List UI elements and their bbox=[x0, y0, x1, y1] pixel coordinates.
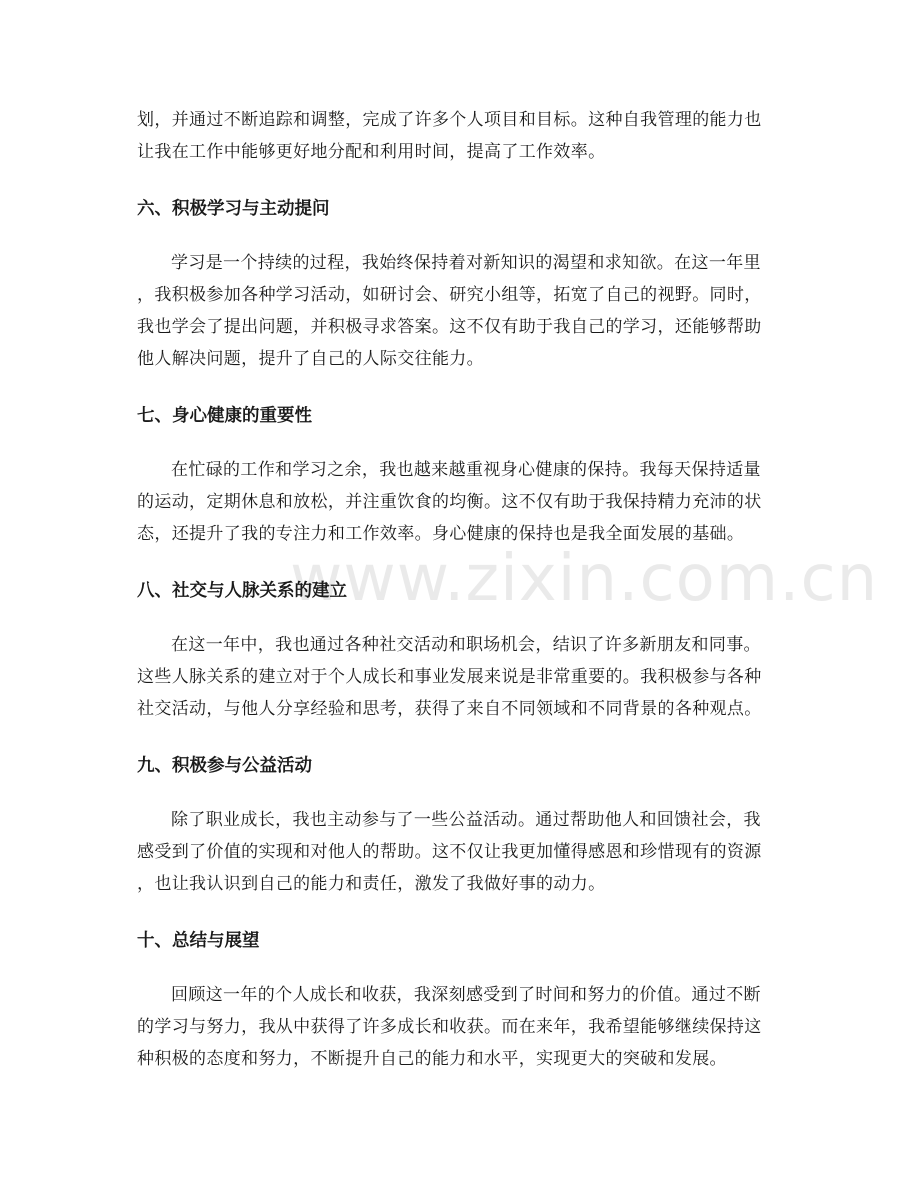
section-paragraph-7 bbox=[137, 454, 787, 550]
paragraph-line: 学习是一个持续的过程，我始终保持着对新知识的渴望和求知欲。在这一年里 bbox=[171, 253, 761, 273]
paragraph-line: 的运动，定期休息和放松，并注重饮食的均衡。这不仅有助于我保持精力充沛的状 bbox=[137, 492, 762, 512]
paragraph-line: 在这一年中，我也通过各种社交活动和职场机会，结识了许多新朋友和同事。 bbox=[171, 635, 761, 655]
section-paragraph-10 bbox=[137, 979, 787, 1075]
section-paragraph-6 bbox=[137, 247, 787, 375]
paragraph-line: 在忙碌的工作和学习之余，我也越来越重视身心健康的保持。我每天保持适量 bbox=[171, 460, 761, 480]
section-heading-9: 九、积极参与公益活动 bbox=[137, 756, 312, 776]
intro-paragraph bbox=[137, 104, 787, 168]
paragraph-line: 态，还提升了我的专注力和工作效率。身心健康的保持也是我全面发展的基础。 bbox=[137, 524, 745, 544]
paragraph-line: 的学习与努力，我从中获得了许多成长和收获。而在来年，我希望能够继续保持这 bbox=[137, 1017, 762, 1037]
section-heading-6: 六、积极学习与主动提问 bbox=[137, 199, 330, 219]
paragraph-line: 感受到了价值的实现和对他人的帮助。这不仅让我更加懂得感恩和珍惜现有的资源 bbox=[137, 842, 762, 862]
paragraph-line: 社交活动，与他人分享经验和思考，获得了来自不同领域和不同背景的各种观点。 bbox=[137, 699, 762, 719]
paragraph-line: 除了职业成长，我也主动参与了一些公益活动。通过帮助他人和回馈社会，我 bbox=[171, 810, 761, 830]
paragraph-line: 种积极的态度和努力，不断提升自己的能力和水平，实现更大的突破和发展。 bbox=[137, 1049, 727, 1069]
watermark: www.zixin.com.cn bbox=[290, 542, 879, 616]
section-heading-7: 七、身心健康的重要性 bbox=[137, 406, 312, 426]
paragraph-line: 回顾这一年的个人成长和收获，我深刻感受到了时间和努力的价值。通过不断 bbox=[171, 985, 761, 1005]
document-body bbox=[137, 104, 787, 1075]
section-paragraph-8 bbox=[137, 629, 787, 725]
paragraph-line: ，也让我认识到自己的能力和责任，激发了我做好事的动力。 bbox=[137, 874, 606, 894]
section-heading-8: 八、社交与人脉关系的建立 bbox=[137, 581, 347, 601]
paragraph-line: 划，并通过不断追踪和调整，完成了许多个人项目和目标。这种自我管理的能力也 bbox=[137, 110, 762, 130]
paragraph-line: 我也学会了提出问题，并积极寻求答案。这不仅有助于我自己的学习，还能够帮助 bbox=[137, 317, 762, 337]
paragraph-line: 这些人脉关系的建立对于个人成长和事业发展来说是非常重要的。我积极参与各种 bbox=[137, 667, 762, 687]
section-heading-10: 十、总结与展望 bbox=[137, 931, 260, 951]
paragraph-line: ，我积极参加各种学习活动，如研讨会、研究小组等，拓宽了自己的视野。同时， bbox=[137, 285, 762, 305]
paragraph-line: 他人解决问题，提升了自己的人际交往能力。 bbox=[137, 349, 484, 369]
section-paragraph-9 bbox=[137, 804, 787, 900]
paragraph-line: 让我在工作中能够更好地分配和利用时间，提高了工作效率。 bbox=[137, 142, 606, 162]
